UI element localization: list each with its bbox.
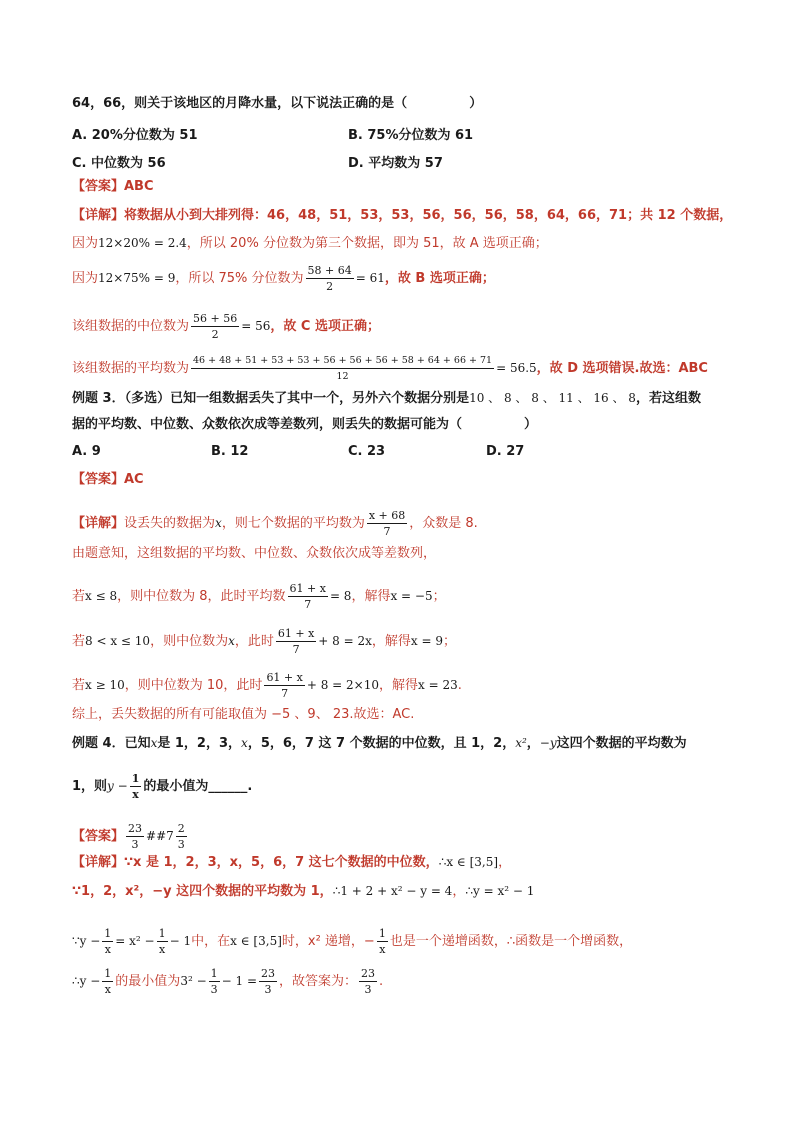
numerator: 58 + 64 <box>307 264 352 277</box>
detail-label: 【详解】 <box>72 855 125 870</box>
q2-answer: 【答案】ABC <box>72 179 154 194</box>
text: ，故 B 选项正确； <box>384 271 495 286</box>
text: ∵1，2，x²，−y 这四个数据的平均数为 1， <box>72 884 333 899</box>
q4-title <box>72 734 687 753</box>
q2-option-d: D. 平均数为 57 <box>348 156 443 171</box>
numerator: 1 <box>131 772 140 785</box>
fraction <box>377 926 388 957</box>
text: 据的平均数、中位数、众数依次成等差数列，则丢失的数据可能为（ <box>72 417 463 432</box>
q2-stem-text: 64，66，则关于该地区的月降水量，以下说法正确的是（ <box>72 96 408 111</box>
denominator: x <box>104 983 111 996</box>
text: ， <box>498 855 512 870</box>
text: 时，x² 递增，− <box>281 934 375 949</box>
text: ，故 D 选项错误.故选：ABC <box>536 361 708 376</box>
q4-answer <box>72 821 189 852</box>
text: ，解得 <box>371 634 411 649</box>
q3-detail-line-5 <box>72 670 462 701</box>
math-expr: = x² − <box>115 934 155 948</box>
q2-option-c: C. 中位数为 56 <box>72 156 166 171</box>
q4-detail-line-4 <box>72 966 383 997</box>
text: 例题 3．（多选）已知一组数据丢失了其中一个，另外六个数据分别是 <box>72 391 470 406</box>
q3-option-b: B. 12 <box>211 444 249 459</box>
text: 是 1，2，3， <box>157 736 242 751</box>
text: 也是一个递增函数，∴函数是一个增函数， <box>389 934 633 949</box>
numerator: 23 <box>128 822 143 835</box>
q4-detail-line-1 <box>72 853 511 872</box>
q2-option-a: A. 20%分位数为 51 <box>72 128 198 143</box>
numerator: 61 + x <box>289 582 326 595</box>
math-expr: y − <box>107 779 128 793</box>
text: ，所以 20% 分位数为第三个数据，即为 51，故 A 选项正确； <box>186 236 548 251</box>
numerator: 1 <box>104 927 112 940</box>
detail-label: 【详解】 <box>72 516 125 531</box>
text: 若 <box>72 589 86 604</box>
detail-label: 【详解】 <box>72 208 125 223</box>
q2-stem <box>72 95 482 113</box>
denominator: x <box>132 788 139 801</box>
math-expr: x <box>228 634 235 648</box>
q4-detail-line-3 <box>72 926 632 957</box>
q3-answer: 【答案】AC <box>72 472 144 487</box>
numerator: 46 + 48 + 51 + 53 + 53 + 56 + 56 + 56 + 58 + 64 + 66 + 71 <box>191 353 494 369</box>
math-expr: 12×75% = 9 <box>98 271 176 285</box>
q4-title-line-2 <box>72 771 252 802</box>
q3-detail-line-2: 由题意知，这组数据的平均数、中位数、众数依次成等差数列， <box>72 546 437 561</box>
numerator: 23 <box>361 967 376 980</box>
numerator: 1 <box>104 967 112 980</box>
denominator: 7 <box>292 643 300 656</box>
numerator: x + 68 <box>368 509 406 522</box>
math-expr: ∴y = x² − 1 <box>465 884 535 898</box>
math-expr: 3² − <box>180 974 207 988</box>
denominator: 3 <box>177 838 185 851</box>
math-expr: 12×20% = 2.4 <box>98 236 187 250</box>
text: 因为 <box>72 236 99 251</box>
q2-detail-text-1: 将数据从小到大排列得：46，48，51，53，53，56，56，56，58，64，66，71；共 12 个数据， <box>124 208 733 223</box>
answer-label: 【答案】 <box>72 829 125 844</box>
math-expr: 8 < x ≤ 10 <box>85 634 151 648</box>
text: 例题 4．已知 <box>72 736 151 751</box>
text: ，故 C 选项正确； <box>270 319 380 334</box>
q2-stem-close: ） <box>469 96 483 111</box>
denominator: x <box>159 943 166 956</box>
math-expr: −y <box>539 736 557 750</box>
numerator: 61 + x <box>277 627 315 640</box>
math-expr: x = 23 <box>418 678 458 692</box>
text: ∵x 是 1，2，3，x，5，6，7 这七个数据的中位数， <box>124 855 439 870</box>
denominator: 2 <box>326 280 334 293</box>
q3-option-c: C. 23 <box>348 444 386 459</box>
text: ， <box>452 884 466 899</box>
text: ，5，6，7 这 7 个数据的中位数，且 1，2， <box>247 736 516 751</box>
math-expr: x = −5 <box>390 589 433 603</box>
text: ，解得 <box>379 678 419 693</box>
text: ，则中位数为 10，此时 <box>124 678 263 693</box>
math-expr: ##7 <box>146 829 174 843</box>
text: . <box>379 974 384 989</box>
math-expr: − 1 <box>169 934 192 948</box>
q2-detail-line-1 <box>72 207 732 225</box>
q3-detail-line-6: 综上，丢失数据的所有可能取值为 −5 、9、 23.故选：AC. <box>72 707 415 722</box>
numerator: 56 + 56 <box>193 312 238 325</box>
q4-detail-line-2 <box>72 882 534 901</box>
q3-option-a: A. 9 <box>72 444 101 459</box>
text: ，则七个数据的平均数为 <box>221 516 365 531</box>
q2-detail-line-2 <box>72 234 548 253</box>
denominator: x <box>379 943 386 956</box>
text: ，众数是 8. <box>409 516 478 531</box>
fraction <box>191 311 239 342</box>
numerator: 61 + x <box>266 671 303 684</box>
q2-detail-line-4 <box>72 311 380 342</box>
math-expr: ∴1 + 2 + x² − y = 4 <box>332 884 453 898</box>
text: 该组数据的中位数为 <box>72 319 190 334</box>
denominator: 3 <box>131 838 139 851</box>
q3-title-line-2 <box>72 416 537 434</box>
denominator: 7 <box>281 687 289 700</box>
math-expr: + 8 = 2×10 <box>306 678 380 692</box>
math-expr: x <box>150 736 158 750</box>
math-expr: − 1 = <box>221 974 258 988</box>
fraction <box>102 966 113 997</box>
denominator: 3 <box>264 983 272 996</box>
fraction <box>126 821 144 852</box>
math-expr: = 56 <box>241 319 271 333</box>
fraction <box>259 966 277 997</box>
text: 1，则 <box>72 779 108 794</box>
denominator: x <box>104 943 111 956</box>
q3-title <box>72 389 701 408</box>
fraction <box>209 966 220 997</box>
math-expr: x = 9 <box>410 634 443 648</box>
fraction <box>176 821 187 852</box>
q2-detail-line-5 <box>72 353 708 384</box>
denominator: 3 <box>210 983 218 996</box>
text: 这四个数据的平均数为 <box>556 736 687 751</box>
math-expr: ∴x ∈ [3,5] <box>438 855 499 869</box>
text: ） <box>524 417 538 432</box>
text: ； <box>443 634 457 649</box>
q3-detail-line-4 <box>72 626 456 657</box>
math-expr: x² <box>515 736 527 750</box>
math-expr: = 56.5 <box>496 361 537 375</box>
numerator: 23 <box>261 967 276 980</box>
q2-detail-line-3 <box>72 263 495 294</box>
math-expr: x ≤ 8 <box>85 589 118 603</box>
fraction <box>264 670 304 701</box>
denominator: 7 <box>383 525 391 538</box>
text: ； <box>432 589 446 604</box>
fraction <box>276 626 316 657</box>
math-expr: x ∈ [3,5] <box>230 934 282 948</box>
math-expr: x <box>215 516 222 530</box>
fraction <box>306 263 354 294</box>
math-expr: = 8 <box>329 589 352 603</box>
denominator: 3 <box>364 983 372 996</box>
fraction <box>359 966 377 997</box>
q3-option-d: D. 27 <box>486 444 525 459</box>
math-expr: ∵y − <box>72 934 101 948</box>
text: ，所以 75% 分位数为 <box>175 271 304 286</box>
text: 因为 <box>72 271 99 286</box>
q3-detail-line-1 <box>72 508 478 539</box>
math-expr: + 8 = 2x <box>318 634 372 648</box>
text: 的最小值为______. <box>143 779 253 794</box>
math-expr: x <box>241 736 248 750</box>
text: . <box>457 678 462 693</box>
text: ，此时 <box>234 634 274 649</box>
text: 若 <box>72 634 86 649</box>
fraction <box>191 353 494 384</box>
text: 设丢失的数据为 <box>124 516 216 531</box>
text: ，若这组数 <box>635 391 701 406</box>
text: ，解得 <box>351 589 391 604</box>
text: ，则中位数为 8，此时平均数 <box>117 589 286 604</box>
text: 该组数据的平均数为 <box>72 361 190 376</box>
math-expr: = 61 <box>355 271 385 285</box>
q3-detail-line-3 <box>72 581 446 612</box>
denominator: 12 <box>336 371 349 382</box>
math-expr: ∴y − <box>72 974 101 988</box>
fraction <box>367 508 407 539</box>
text: ，则中位数为 <box>150 634 229 649</box>
fraction <box>102 926 113 957</box>
denominator: 2 <box>211 328 219 341</box>
text: 中，在 <box>191 934 231 949</box>
math-expr: 10 、 8 、 8 、 11 、 16 、 8 <box>469 391 636 405</box>
text: 若 <box>72 678 86 693</box>
fraction <box>130 771 142 802</box>
numerator: 1 <box>158 927 166 940</box>
denominator: 7 <box>304 598 312 611</box>
text: ，故答案为： <box>279 974 358 989</box>
numerator: 1 <box>210 967 218 980</box>
text: 的最小值为 <box>115 974 181 989</box>
text: ， <box>526 736 540 751</box>
q2-option-b: B. 75%分位数为 61 <box>348 128 474 143</box>
fraction <box>157 926 168 957</box>
math-expr: x ≥ 10 <box>85 678 125 692</box>
fraction <box>288 581 328 612</box>
numerator: 1 <box>378 927 386 940</box>
numerator: 2 <box>177 822 185 835</box>
